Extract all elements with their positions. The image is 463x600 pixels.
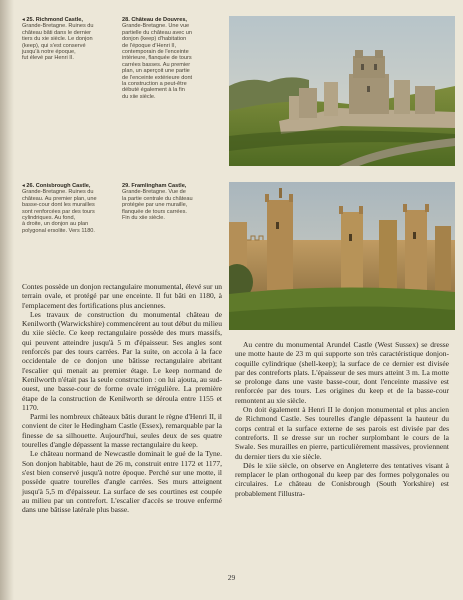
paragraph: Au centre du monumental Arundel Castle (West Sussex) se dresse une motte haute de 23 m qui supporte son très caractéristique donjon-coquille cylindrique (shell-keep); la surface de ce dernier est divisée par des contreforts plats. L'épaisseur de ses murs atteint 3 m. La motte se prolonge dans une vaste basse-cour, dont l'enceinte massive est renforcée par des tours. Les origines du keep et de la basse-cour remontent au xie siècle. <box>235 340 449 405</box>
caption-26 <box>22 183 114 234</box>
caption-body: Grande-Bretagne. Une vue partielle du château avec un donjon (keep) d'habitation de l'époque d'Henri II, contemporain de l'enceinte intérieure, flanquée de tours carrées basses. Au premier plan, un aperçoit une partie de l'enceinte extérieure dont la construction a peut-être débuté également à la fin du xiie siècle. <box>122 23 193 100</box>
caption-title: 29. Framlingham Castle, <box>122 183 187 189</box>
caption-29 <box>122 183 218 221</box>
caption-body: Grande-Bretagne. Vue de la partie centrale du château protégée par une muraille, flanquée de tours carrées. Fin du xiie siècle. <box>122 189 193 222</box>
framlingham-castle-photo <box>229 182 455 330</box>
page-gutter <box>0 0 14 600</box>
caption-25 <box>22 17 114 62</box>
article-right-column <box>235 340 449 498</box>
paragraph: Le château normand de Newcastle dominait le gué de la Tyne. Son donjon habitable, haut de 26 m, construit entre 1172 et 1177, s'est bien conservé jusqu'à notre époque. Perché sur une motte, il possède quatre tourelles d'angle carrées. Ses murs atteignent jusqu'à 5,5 m d'épaisseur. La surface de ses courtines est coupée au milieu par un contrefort. L'escalier d'accès se trouve enfermé dans une bâtisse latérale plus basse. <box>22 449 222 515</box>
framlingham-castle-illustration <box>229 182 455 330</box>
caption-title: 28. Château de Douvres, <box>122 17 187 23</box>
paragraph: Les travaux de construction du monumental château de Kenilworth (Warwickshire) commencèrent au tout début du milieu du xiie siècle. Ce keep rectangulaire possède des murs massifs, qui peuvent atteindre jusqu'à 5 m d'épaisseur. Ses angles sont renforcés par des tours carrées. Par la suite, on accola à la face occidentale de ce donjon une bâtisse rectangulaire abritant l'escalier qui menait au premier étage. Le keep normand de Kenilworth n'était pas la seule construction : on lui ajouta, au sud-ouest, une basse-cour de forme ovale irrégulière. La première étape de la construction de Kenilworth se déroula entre 1155 et 1170. <box>22 309 222 412</box>
caption-body: Grande-Bretagne. Ruines du château. Au premier plan, une basse-cour dont les murailles sont renforcées par des tours cylindriques. Au fond, à droite, un donjon au plan polygonal ersolite. Vers 1180. <box>22 189 97 234</box>
paragraph: On doit également à Henri II le donjon monumental et plus ancien de Richmond Castle. Ses tourelles d'angle dépassent la hauteur du corps central et la surface externe de ses parois est divisée par des contreforts. Il se dresse sur un rocher surplombant le cours de la Swale. Ses murailles en pierre, particulièrement massives, proviennent du dernier tiers du xie siècle. <box>235 405 449 461</box>
caption-body: Grande-Bretagne. Ruines du château bâti dans le dernier tiers du xie siècle. Le donjon (keep), qui s'est conservé jusqu'à notre époque, fut élevé par Henri II. <box>22 23 94 62</box>
caption-28 <box>122 17 218 100</box>
page-number: 29 <box>227 573 236 582</box>
caption-title: ◂ 25. Richmond Castle, <box>22 17 83 23</box>
caption-title: ◂ 26. Conisbrough Castle, <box>22 183 91 189</box>
dover-castle-illustration <box>229 16 455 166</box>
paragraph: Contes possède un donjon rectangulaire monumental, élevé sur un terrain ovale, et protégé par une enceinte. Il fut bâti en 1180, à l'emplacement des fortifications plus anciennes. <box>22 282 222 310</box>
dover-castle-photo <box>229 16 455 166</box>
article-left-column <box>22 282 222 514</box>
paragraph: Dès le xiie siècle, on observe en Angleterre des tentatives visant à remplacer le plan orthogonal du keep par des formes polygonales ou circulaires. Le château de Conisbrough (South Yorkshire) est probablement l'illustra- <box>235 460 449 498</box>
paragraph: Parmi les nombreux châteaux bâtis durant le règne d'Henri II, il convient de citer le Hedingham Castle (Essex), remarquable par la finesse de sa silhouette. Aujourd'hui, seules deux de ses quatre tourelles d'angle dépassent la masse rectangulaire du keep. <box>22 412 222 450</box>
